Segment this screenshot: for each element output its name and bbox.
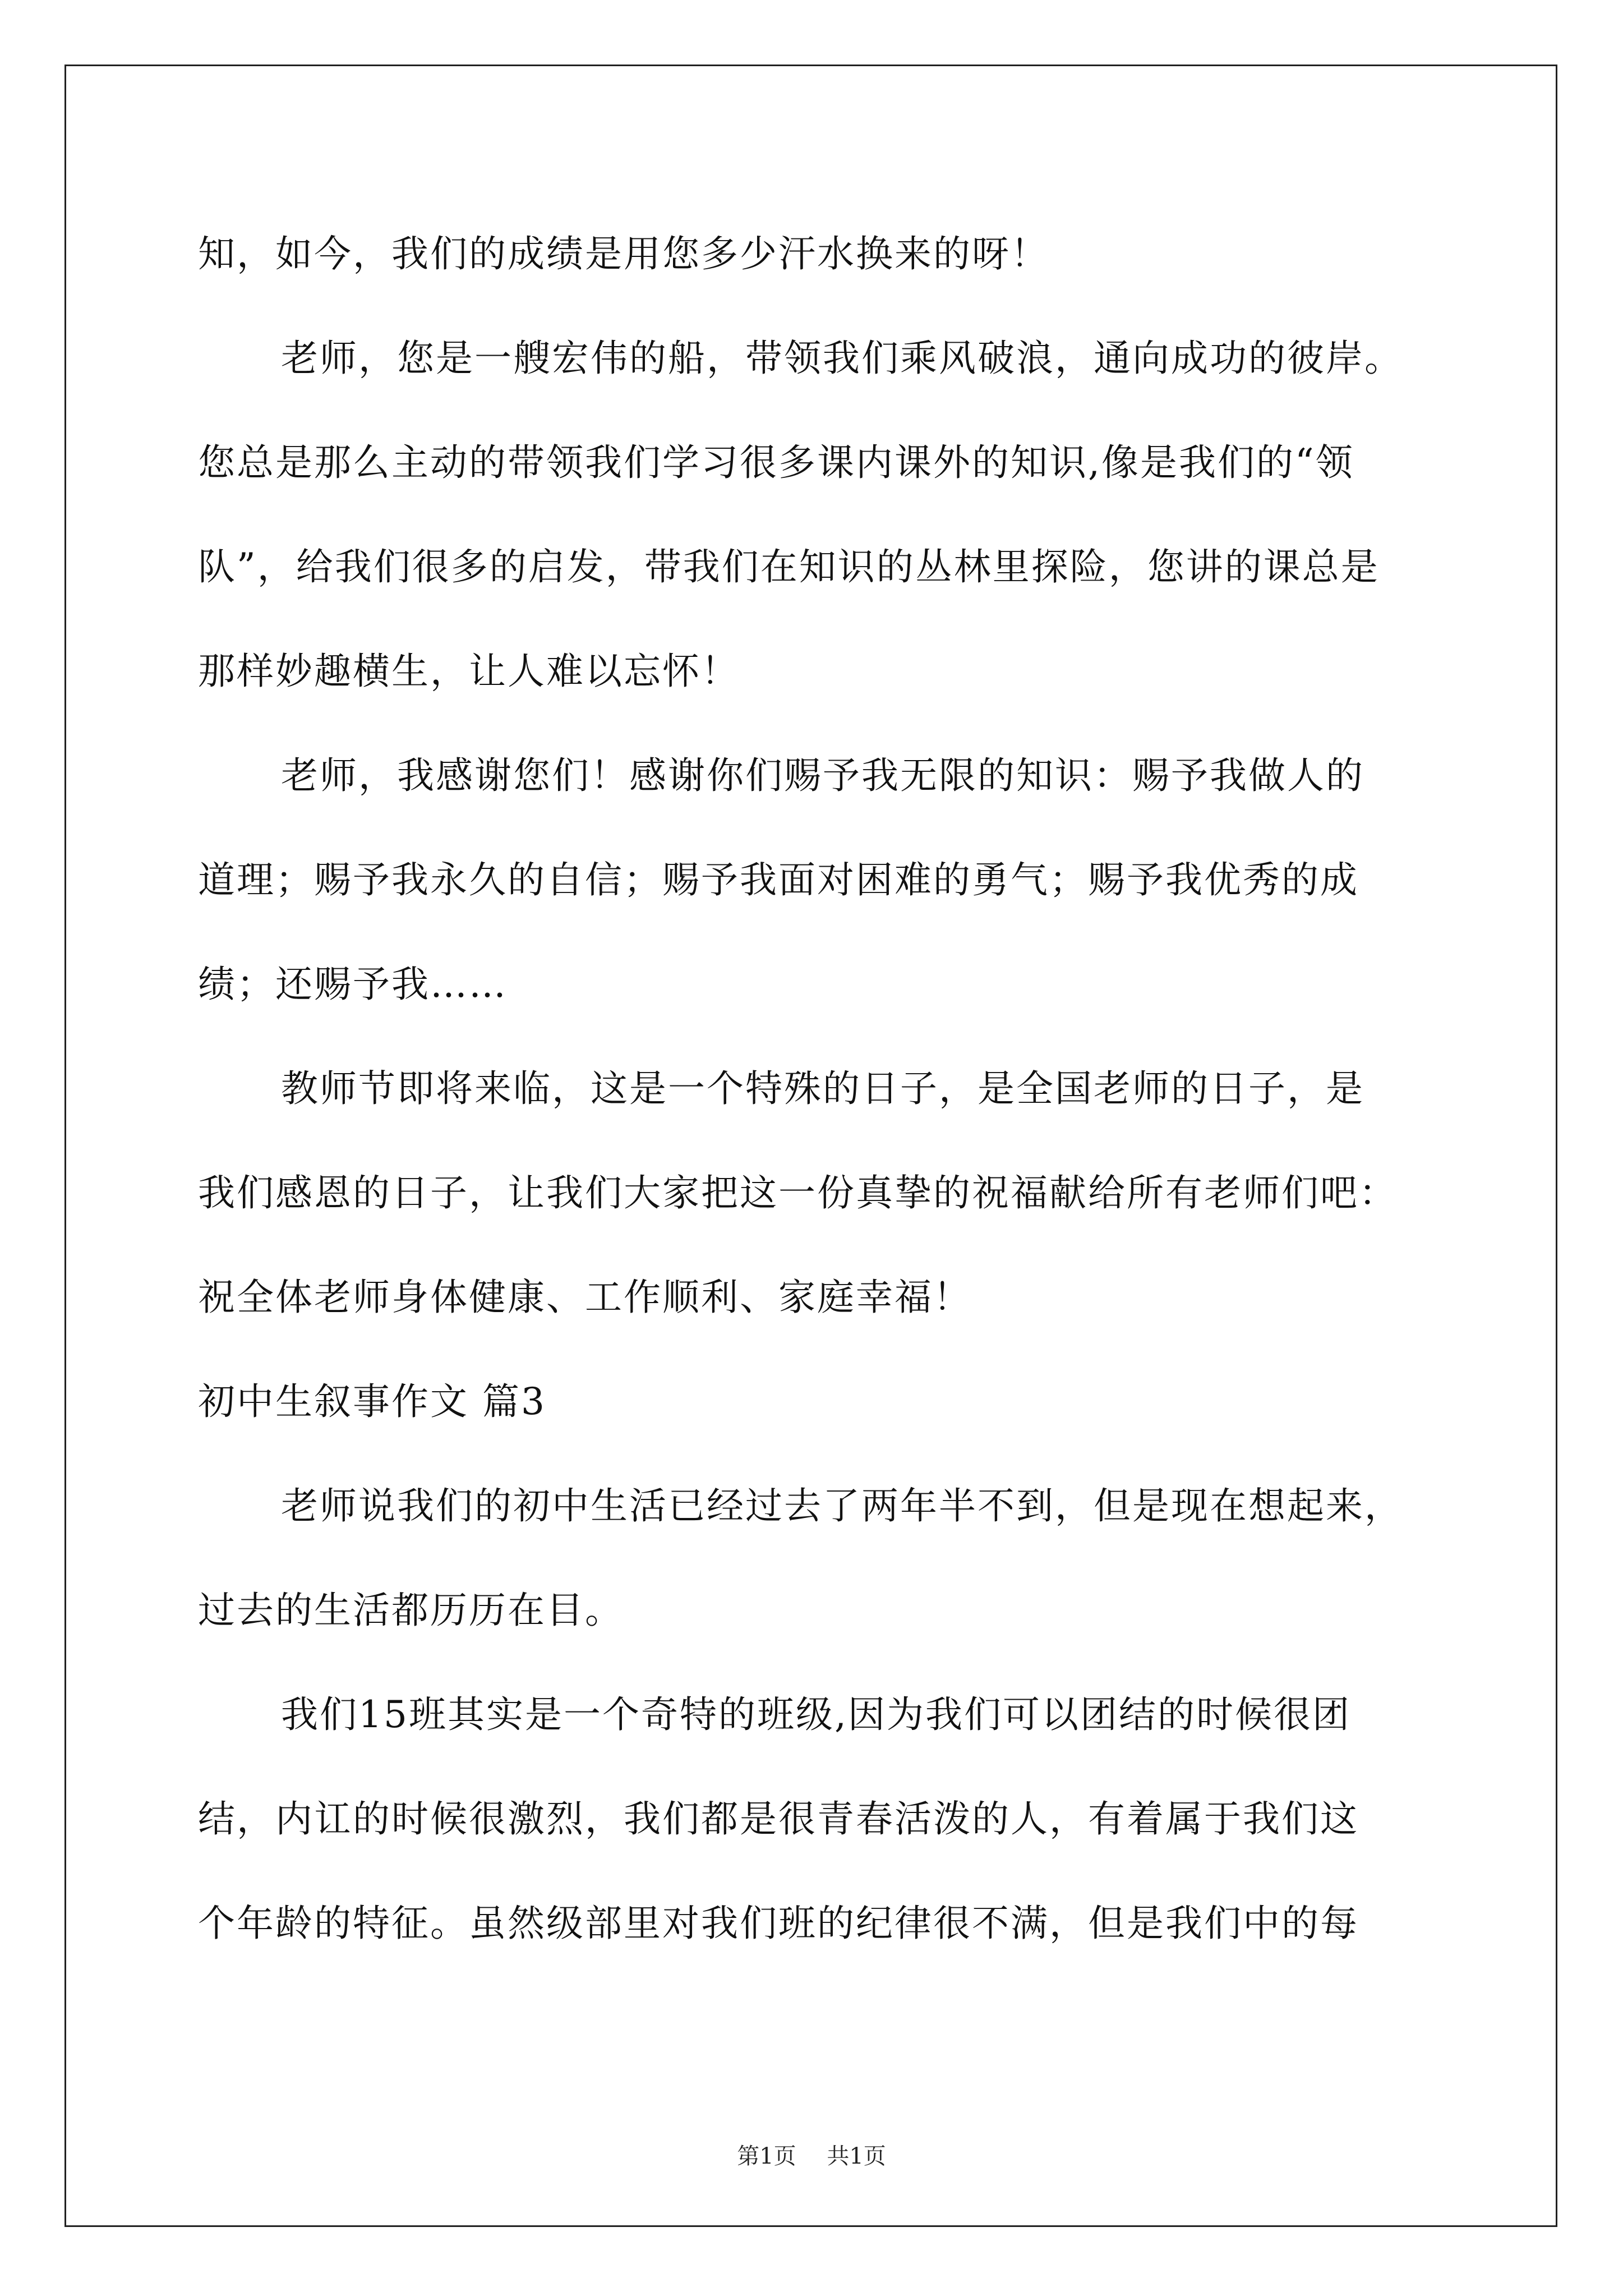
text-line-17: 个年龄的特征。虽然级部里对我们班的纪律很不满，但是我们中的每 xyxy=(198,1902,1359,1945)
page-total: 共1页 xyxy=(827,2143,886,2169)
text-line-10: 我们感恩的日子，让我们大家把这一份真挚的祝福献给所有老师们吧： xyxy=(198,1171,1398,1214)
text-line-1: 知，如今，我们的成绩是用您多少汗水换来的呀！ xyxy=(198,232,1049,275)
text-line-15: 我们15班其实是一个奇特的班级,因为我们可以团结的时候很团 xyxy=(281,1693,1351,1736)
section-heading: 初中生叙事作文 篇3 xyxy=(198,1380,546,1423)
page-number: 第1页 xyxy=(737,2143,796,2169)
text-line-7: 道理；赐予我永久的自信；赐予我面对困难的勇气；赐予我优秀的成 xyxy=(198,858,1359,901)
text-line-4: 队”，给我们很多的启发，带我们在知识的丛林里探险，您讲的课总是 xyxy=(198,545,1380,588)
text-line-2: 老师，您是一艘宏伟的船，带领我们乘风破浪，通向成功的彼岸。 xyxy=(281,337,1403,380)
page-footer xyxy=(0,2138,1623,2170)
text-line-8: 绩；还赐予我…… xyxy=(198,963,508,1006)
text-line-3: 您总是那么主动的带领我们学习很多课内课外的知识,像是我们的“领 xyxy=(198,441,1354,484)
text-line-13: 老师说我们的初中生活已经过去了两年半不到，但是现在想起来， xyxy=(281,1484,1403,1527)
text-line-11: 祝全体老师身体健康、工作顺利、家庭幸福！ xyxy=(198,1276,972,1319)
text-line-5: 那样妙趣横生，让人难以忘怀！ xyxy=(198,650,740,693)
text-line-14: 过去的生活都历历在目。 xyxy=(198,1589,624,1632)
document-body xyxy=(198,202,1443,1976)
text-line-16: 结，内讧的时候很激烈，我们都是很青春活泼的人，有着属于我们这 xyxy=(198,1797,1359,1841)
text-line-6: 老师，我感谢您们！感谢你们赐予我无限的知识：赐予我做人的 xyxy=(281,754,1364,797)
text-line-9: 教师节即将来临，这是一个特殊的日子，是全国老师的日子，是 xyxy=(281,1067,1364,1110)
